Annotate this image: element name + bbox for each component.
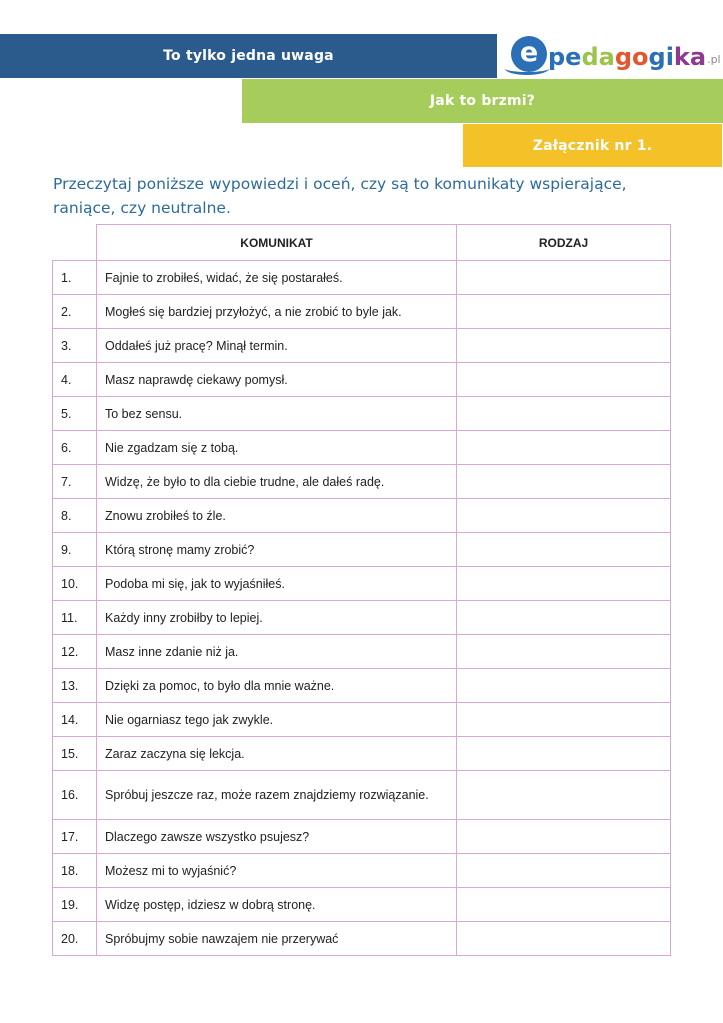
header-message: KOMUNIKAT — [97, 225, 457, 261]
table-row — [53, 703, 671, 737]
row-message: Fajnie to zrobiłeś, widać, że się postarałeś. — [97, 261, 457, 295]
row-number: 16. — [53, 771, 97, 820]
row-message: Spróbujmy sobie nawzajem nie przerywać — [97, 922, 457, 956]
row-number: 15. — [53, 737, 97, 771]
logo-part: da — [581, 43, 615, 71]
row-type-answer[interactable] — [457, 601, 671, 635]
row-message: Podoba mi się, jak to wyjaśniłeś. — [97, 567, 457, 601]
page-subtitle: Jak to brzmi? — [429, 93, 536, 109]
logo-part: pe — [548, 43, 582, 71]
row-type-answer[interactable] — [457, 465, 671, 499]
logo-part: gi — [648, 43, 674, 71]
row-message: Znowu zrobiłeś to źle. — [97, 499, 457, 533]
row-message: Oddałeś już pracę? Minął termin. — [97, 329, 457, 363]
row-type-answer[interactable] — [457, 295, 671, 329]
epedagogika-logo — [511, 28, 721, 72]
instruction-text: Przeczytaj poniższe wypowiedzi i oceń, czy są to komunikaty wspierające, raniące, czy neutralne. — [53, 175, 627, 217]
page-title: To tylko jedna uwaga — [163, 48, 334, 64]
attachment-banner — [463, 124, 722, 167]
table-row — [53, 669, 671, 703]
row-message: Dzięki za pomoc, to było dla mnie ważne. — [97, 669, 457, 703]
row-message: Widzę, że było to dla ciebie trudne, ale dałeś radę. — [97, 465, 457, 499]
row-number: 7. — [53, 465, 97, 499]
table-row — [53, 820, 671, 854]
row-type-answer[interactable] — [457, 820, 671, 854]
row-message: Masz naprawdę ciekawy pomysł. — [97, 363, 457, 397]
row-type-answer[interactable] — [457, 771, 671, 820]
row-message: Widzę postęp, idziesz w dobrą stronę. — [97, 888, 457, 922]
row-type-answer[interactable] — [457, 499, 671, 533]
row-number: 1. — [53, 261, 97, 295]
row-number: 12. — [53, 635, 97, 669]
row-message: Zaraz zaczyna się lekcja. — [97, 737, 457, 771]
row-type-answer[interactable] — [457, 533, 671, 567]
row-message: Dlaczego zawsze wszystko psujesz? — [97, 820, 457, 854]
logo-part: ka — [673, 43, 707, 71]
row-message: Którą stronę mamy zrobić? — [97, 533, 457, 567]
row-number: 17. — [53, 820, 97, 854]
row-number: 10. — [53, 567, 97, 601]
row-number: 20. — [53, 922, 97, 956]
subtitle-banner — [242, 79, 723, 123]
header-type: RODZAJ — [457, 225, 671, 261]
row-number: 5. — [53, 397, 97, 431]
table-row — [53, 431, 671, 465]
table-row — [53, 922, 671, 956]
row-number: 14. — [53, 703, 97, 737]
row-type-answer[interactable] — [457, 922, 671, 956]
table-row — [53, 771, 671, 820]
table-header-row — [53, 225, 671, 261]
row-message: Mogłeś się bardziej przyłożyć, a nie zrobić to byle jak. — [97, 295, 457, 329]
row-type-answer[interactable] — [457, 635, 671, 669]
table-row — [53, 329, 671, 363]
row-type-answer[interactable] — [457, 703, 671, 737]
table-row — [53, 397, 671, 431]
row-number: 4. — [53, 363, 97, 397]
table-row — [53, 533, 671, 567]
table-row — [53, 465, 671, 499]
row-number: 11. — [53, 601, 97, 635]
row-type-answer[interactable] — [457, 329, 671, 363]
row-type-answer[interactable] — [457, 854, 671, 888]
table-row — [53, 888, 671, 922]
table-row — [53, 295, 671, 329]
logo-wordmark — [548, 42, 706, 72]
row-message: Masz inne zdanie niż ja. — [97, 635, 457, 669]
table-row — [53, 635, 671, 669]
row-message: Spróbuj jeszcze raz, może razem znajdziemy rozwiązanie. — [97, 771, 457, 820]
table-row — [53, 737, 671, 771]
messages-table — [52, 224, 671, 956]
row-type-answer[interactable] — [457, 567, 671, 601]
table-row — [53, 601, 671, 635]
row-type-answer[interactable] — [457, 431, 671, 465]
row-type-answer[interactable] — [457, 261, 671, 295]
table-row — [53, 567, 671, 601]
row-number: 6. — [53, 431, 97, 465]
row-type-answer[interactable] — [457, 888, 671, 922]
row-number: 9. — [53, 533, 97, 567]
row-number: 19. — [53, 888, 97, 922]
table-row — [53, 363, 671, 397]
row-type-answer[interactable] — [457, 363, 671, 397]
row-number: 3. — [53, 329, 97, 363]
row-number: 8. — [53, 499, 97, 533]
row-message: Nie zgadzam się z tobą. — [97, 431, 457, 465]
row-number: 13. — [53, 669, 97, 703]
row-message: Nie ogarniasz tego jak zwykle. — [97, 703, 457, 737]
row-type-answer[interactable] — [457, 669, 671, 703]
logo-e-icon — [511, 36, 547, 72]
row-message: Możesz mi to wyjaśnić? — [97, 854, 457, 888]
row-type-answer[interactable] — [457, 397, 671, 431]
table-row — [53, 499, 671, 533]
row-message: Każdy inny zrobiłby to lepiej. — [97, 601, 457, 635]
row-type-answer[interactable] — [457, 737, 671, 771]
table-row — [53, 261, 671, 295]
table-row — [53, 854, 671, 888]
header-blank-cell — [53, 225, 97, 261]
row-number: 2. — [53, 295, 97, 329]
logo-letter: e — [519, 37, 539, 68]
title-banner — [0, 34, 497, 78]
row-message: To bez sensu. — [97, 397, 457, 431]
attachment-label: Załącznik nr 1. — [532, 137, 653, 154]
logo-suffix: .pl — [707, 53, 721, 66]
logo-part: go — [614, 43, 649, 71]
row-number: 18. — [53, 854, 97, 888]
